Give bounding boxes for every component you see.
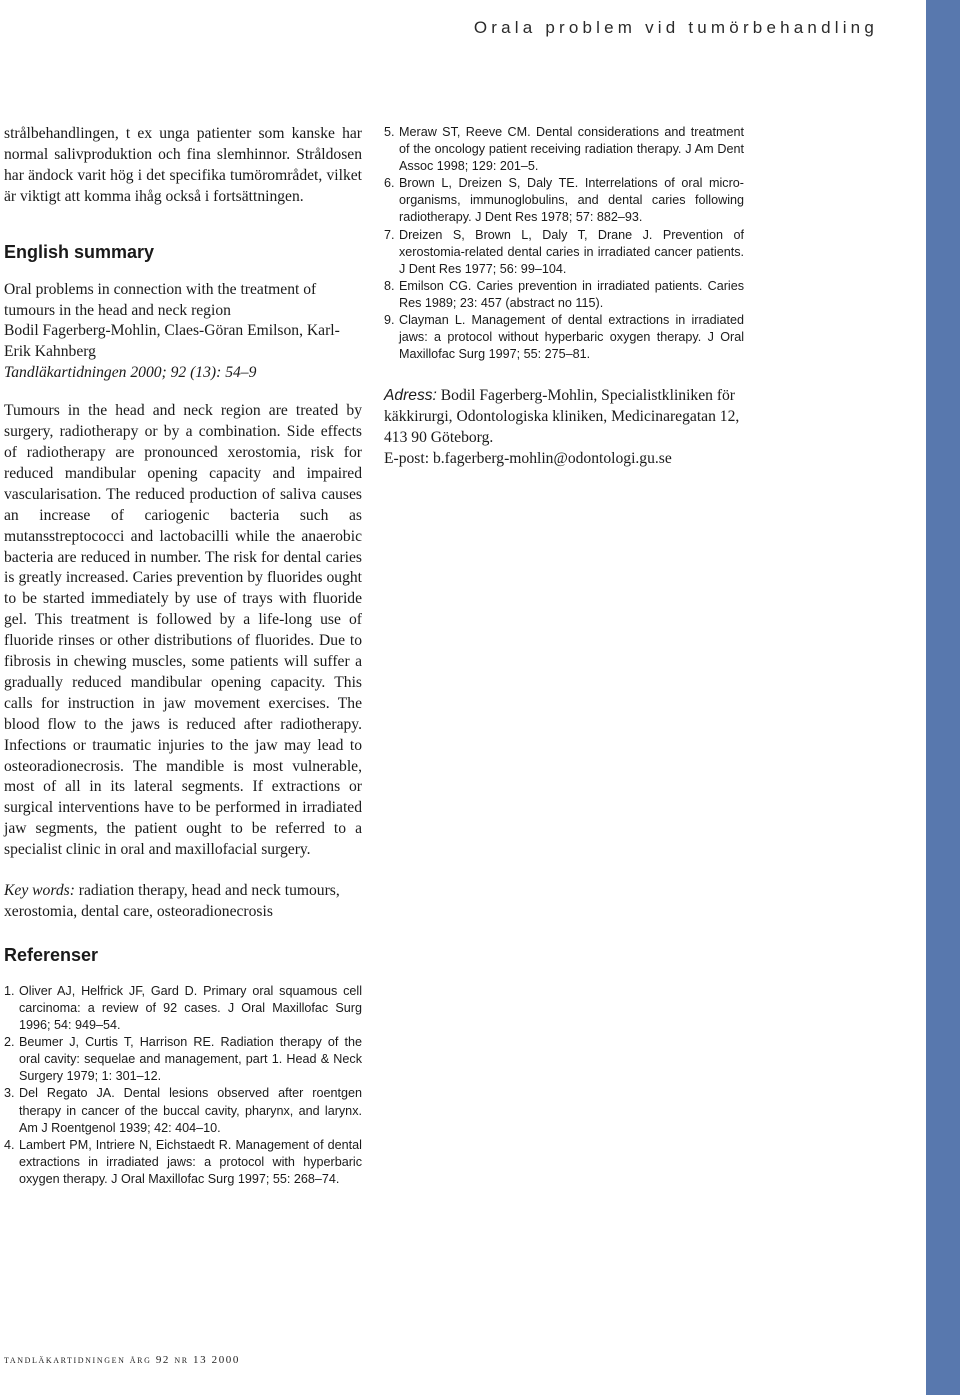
reference-item: [4, 1085, 362, 1136]
reference-number: 7.: [384, 227, 395, 242]
reference-number: 8.: [384, 278, 395, 293]
reference-text: Oliver AJ, Helfrick JF, Gard D. Primary oral squamous cell carcinoma: a review of 92 cases. J Oral Maxillofac Surg 1996; 54: 949–54.: [19, 983, 362, 1033]
reference-item: [384, 227, 744, 278]
reference-text: Dreizen S, Brown L, Daly T, Drane J. Prevention of xerostomia-related dental caries in irradiated cancer patients. J Dent Res 1977; 56: 99–104.: [399, 227, 744, 276]
page-footer: tandläkartidningen årg 92 nr 13 2000: [4, 1354, 240, 1366]
address-text: Bodil Fagerberg-Mohlin, Specialistkliniken för käkkirurgi, Odontologiska kliniken, Medicinaregatan 12, 413 90 Göteborg.: [384, 387, 740, 447]
summary-citation: Tandläkartidningen 2000; 92 (13): 54–9: [4, 364, 257, 382]
references-list-left: [4, 983, 362, 1188]
reference-item: [4, 983, 362, 1034]
reference-number: 2.: [4, 1035, 15, 1050]
reference-text: Lambert PM, Intriere N, Eichstaedt R. Management of dental extractions in irradiated jaws: a protocol with hyperbaric oxygen therapy. J Oral Maxillofac Surg 1997; 55: 268–74.: [19, 1137, 362, 1186]
right-column: [384, 124, 744, 469]
summary-header-block: [4, 280, 362, 385]
summary-title: Oral problems in connection with the treatment of tumours in the head and neck region: [4, 280, 317, 319]
left-column: [4, 124, 362, 1188]
reference-number: 3.: [4, 1086, 15, 1101]
reference-text: Meraw ST, Reeve CM. Dental considerations and treatment of the oncology patient receiving radiation therapy. J Am Dent Assoc 1998; 129: 201–5.: [399, 125, 744, 174]
author-address: [384, 385, 744, 469]
reference-text: Clayman L. Management of dental extractions in irradiated jaws: a protocol without hyperbaric oxygen therapy. J Oral Maxillofac Surg 1997; 55: 275–81.: [399, 313, 744, 362]
reference-text: Emilson CG. Caries prevention in irradiated patients. Caries Res 1989; 23: 457 (abstract no 115).: [399, 278, 744, 310]
reference-text: Beumer J, Curtis T, Harrison RE. Radiation therapy of the oral cavity: sequelae and management, part 1. Head & Neck Surgery 1979; 1: 301–12.: [19, 1035, 362, 1084]
reference-number: 1.: [4, 983, 15, 998]
running-header: Orala problem vid tumörbehandling: [473, 18, 878, 37]
reference-number: 5.: [384, 125, 395, 139]
side-color-bar: [926, 0, 960, 1395]
reference-item: [4, 1137, 362, 1188]
reference-number: 6.: [384, 176, 395, 191]
address-email: E-post: b.fagerberg-mohlin@odontologi.gu.se: [384, 450, 672, 468]
reference-number: 9.: [384, 313, 395, 328]
reference-item: [4, 1034, 362, 1085]
references-list-right: [384, 124, 744, 363]
summary-abstract: Tumours in the head and neck region are treated by surgery, radiotherapy or by a combination. Side effects of radiotherapy are pronounced xerostomia, risk for reduced mandibular opening capacity and impaired vascularisation. The reduced production of saliva causes an increase of cariogenic bacteria such as mutansstreptococci and lactobacilli while the anaerobic bacteria are reduced in number. The risk for dental caries is greatly increased. Caries prevention by fluorides ought to be started immediately by use of trays with fluoride gel. This treatment is followed by a life-long use of fluoride rinses or other distributions of fluorides. Due to fibrosis in chewing muscles, some patients will suffer a gradually reduced mandibular opening capacity. This calls for instruction in jaw movement exercises. The blood flow to the jaws is reduced after radiotherapy. Infections or traumatic injuries to the jaw may lead to osteoradionecrosis. The mandible is most vulnerable, most of all in its lateral segments. If extractions or surgical interventions have to be performed in irradiated jaw segments, the patient ought to be referred to a specialist clinic in oral and maxillofacial surgery.: [4, 402, 362, 859]
reference-number: 4.: [4, 1137, 15, 1152]
english-summary-heading: English summary: [4, 241, 155, 262]
reference-item: [384, 312, 744, 363]
reference-text: Brown L, Dreizen S, Daly TE. Interrelations of oral microorganisms, immunoglobulins, and dental caries following radiotherapy. J Dent Res 1978; 57: 882–93.: [399, 176, 744, 225]
keywords-label: Key words:: [4, 882, 75, 900]
intro-paragraph: strålbehandlingen, t ex unga patienter som kanske har normal salivproduktion och fina slemhinnor. Stråldosen har ändock varit hög i det specifika tumörområdet, vilket är viktigt att komma ihåg också i fortsättningen.: [4, 125, 362, 205]
reference-item: [384, 278, 744, 312]
summary-authors: Bodil Fagerberg-Mohlin, Claes-Göran Emilson, Karl-Erik Kahnberg: [4, 322, 340, 361]
keywords-text: radiation therapy, head and neck tumours, xerostomia, dental care, osteoradionecrosis: [4, 882, 340, 920]
address-label: Adress:: [384, 387, 437, 405]
reference-item: [384, 124, 744, 175]
reference-text: Del Regato JA. Dental lesions observed after roentgen therapy in cancer of the buccal cavity, pharynx, and larynx. Am J Roentgenol 1939; 42: 404–10.: [19, 1086, 362, 1135]
keywords: [4, 881, 362, 923]
references-heading: Referenser: [4, 944, 99, 965]
reference-item: [384, 175, 744, 226]
